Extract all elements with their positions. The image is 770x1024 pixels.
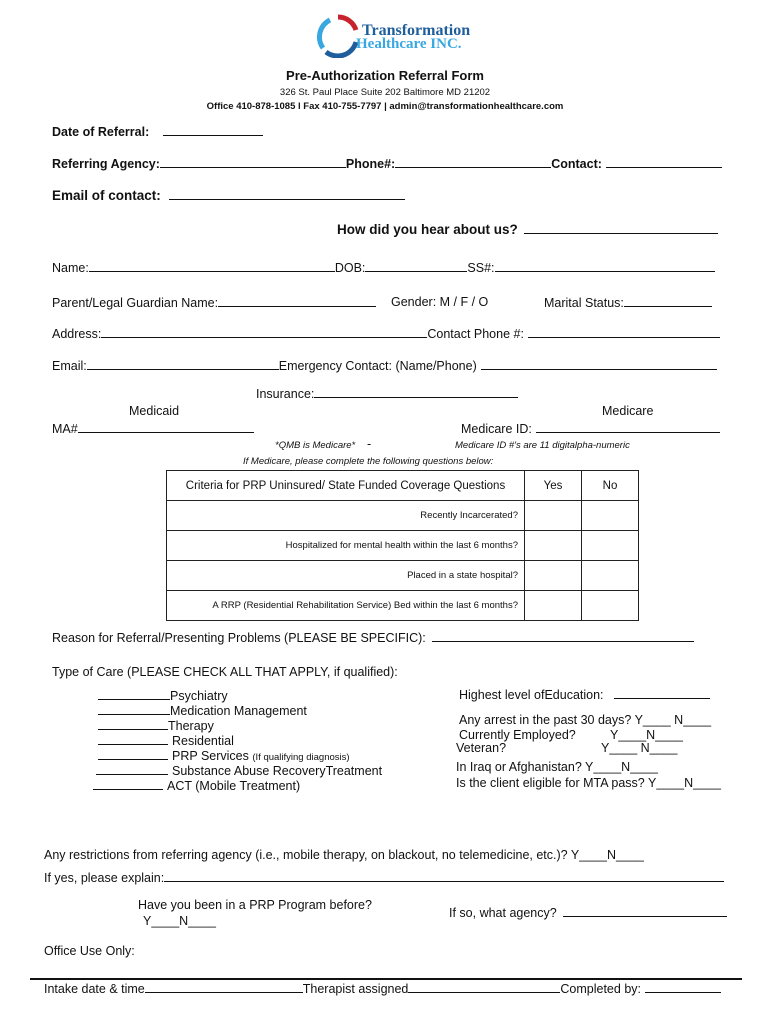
date-of-referral-label: Date of Referral: (52, 125, 150, 139)
how-hear-label: How did you hear about us? (337, 222, 518, 237)
veteran-question: Veteran? (456, 741, 507, 755)
no-cell[interactable] (582, 591, 639, 621)
table-row (167, 591, 639, 621)
table-row (167, 501, 639, 531)
veteran-yn[interactable]: Y____ N____ (601, 741, 678, 755)
how-hear-field[interactable] (524, 222, 718, 234)
care-act[interactable]: ACT (Mobile Treatment) (93, 778, 300, 793)
dob-field[interactable] (365, 260, 467, 272)
care-residential[interactable]: Residential (98, 733, 234, 748)
intake-label: Intake date & time (44, 982, 145, 996)
guardian-row (52, 295, 376, 310)
office-use-divider (30, 978, 742, 980)
dob-label: DOB: (334, 261, 366, 275)
referring-agency-row (52, 156, 722, 171)
dash: - (367, 437, 372, 451)
reason-field[interactable] (432, 630, 694, 642)
yes-cell[interactable] (525, 501, 582, 531)
logo-line2: Healthcare INC. (356, 36, 462, 52)
how-hear-row (337, 222, 718, 237)
phone-field[interactable] (395, 156, 551, 168)
email-of-contact-label: Email of contact: (52, 188, 161, 203)
insurance-row (256, 386, 518, 401)
insurance-label: Insurance: (256, 387, 315, 401)
address-label: Address: (52, 327, 102, 341)
ss-label: SS#: (467, 261, 495, 275)
therapist-field[interactable] (408, 981, 560, 993)
address-field[interactable] (101, 326, 427, 338)
criteria-question: A RRP (Residential Rehabilitation Service) Bed within the last 6 months? (167, 591, 525, 621)
criteria-header-row (167, 471, 639, 501)
yes-header: Yes (525, 471, 582, 501)
yes-cell[interactable] (525, 591, 582, 621)
no-cell[interactable] (582, 531, 639, 561)
ma-row (52, 421, 254, 436)
care-prp[interactable]: PRP Services (If qualifying diagnosis) (98, 748, 350, 763)
education-row (459, 687, 710, 702)
contact-field[interactable] (606, 156, 722, 168)
email-of-contact-row (52, 188, 405, 203)
medicare-id-field[interactable] (536, 421, 720, 433)
marital-label: Marital Status: (544, 296, 624, 310)
criteria-question: Placed in a state hospital? (167, 561, 525, 591)
guardian-label: Parent/Legal Guardian Name: (52, 296, 219, 310)
iraq-question[interactable]: In Iraq or Afghanistan? Y____N____ (456, 760, 659, 774)
criteria-question: Hospitalized for mental health within the last 6 months? (167, 531, 525, 561)
address-line: 326 St. Paul Place Suite 202 Baltimore MD 21202 (279, 87, 491, 98)
email-row (52, 358, 717, 373)
contact-line: Office 410-878-1085 l Fax 410-755-7797 | admin@transformationhealthcare.com (206, 101, 564, 112)
yes-cell[interactable] (525, 561, 582, 591)
marital-row (544, 295, 712, 310)
table-row (167, 561, 639, 591)
insurance-field[interactable] (314, 386, 518, 398)
address-row (52, 326, 720, 341)
referring-agency-label: Referring Agency: (52, 157, 160, 171)
education-field[interactable] (614, 687, 710, 699)
gender-label: Gender: M / F / O (391, 295, 489, 309)
logo-mark-icon (316, 14, 360, 58)
criteria-question: Recently Incarcerated? (167, 501, 525, 531)
ma-label: MA# (52, 422, 78, 436)
marital-field[interactable] (624, 295, 712, 307)
medicare-id-label: Medicare ID: (461, 422, 532, 436)
if-yes-label: If yes, please explain: (44, 871, 165, 885)
contact-label: Contact: (551, 157, 602, 171)
ma-field[interactable] (78, 421, 254, 433)
ss-field[interactable] (495, 260, 715, 272)
emergency-contact-label: Emergency Contact: (Name/Phone) (278, 359, 477, 373)
prp-before-yn[interactable]: Y____N____ (143, 914, 216, 928)
therapist-label: Therapist assigned (302, 982, 409, 996)
care-substance[interactable]: Substance Abuse RecoveryTreatment (96, 763, 382, 778)
logo (316, 14, 476, 60)
education-label: Highest level ofEducation: (459, 688, 604, 702)
logo-line1: Transformation (362, 22, 471, 39)
referring-agency-field[interactable] (160, 156, 346, 168)
guardian-field[interactable] (218, 295, 376, 307)
what-agency-label: If so, what agency? (449, 906, 557, 920)
phone-label: Phone#: (345, 157, 396, 171)
office-use-label: Office Use Only: (44, 944, 135, 958)
form-title: Pre-Authorization Referral Form (286, 68, 484, 83)
care-medication[interactable]: Medication Management (98, 703, 307, 718)
name-row (52, 260, 715, 275)
arrest-question[interactable]: Any arrest in the past 30 days? Y____ N____ (459, 713, 712, 727)
medicare-label: Medicare (602, 404, 654, 418)
medicaid-label: Medicaid (129, 404, 180, 418)
emergency-contact-field[interactable] (481, 358, 717, 370)
yes-cell[interactable] (525, 531, 582, 561)
type-of-care-label: Type of Care (PLEASE CHECK ALL THAT APPLY, if qualified): (52, 665, 398, 679)
intake-field[interactable] (145, 981, 303, 993)
email-of-contact-field[interactable] (169, 188, 405, 200)
reason-row (52, 630, 694, 645)
no-cell[interactable] (582, 501, 639, 531)
medicare-id-row (461, 421, 720, 436)
criteria-header: Criteria for PRP Uninsured/ State Funded Coverage Questions (167, 471, 525, 501)
date-of-referral-row (52, 124, 263, 139)
prp-before-question: Have you been in a PRP Program before? (138, 898, 372, 912)
email-field[interactable] (87, 358, 279, 370)
email-label: Email: (52, 359, 87, 373)
reason-label: Reason for Referral/Presenting Problems (PLEASE BE SPECIFIC): (52, 631, 426, 645)
date-of-referral-field[interactable] (163, 124, 263, 136)
criteria-table (166, 470, 639, 621)
medicare-note: Medicare ID #'s are 11 digitalpha-numeric (455, 440, 630, 451)
qmb-note: *QMB is Medicare* (275, 440, 356, 451)
medicare-questions-note: If Medicare, please complete the following questions below: (243, 456, 494, 467)
if-yes-field[interactable] (164, 870, 724, 882)
if-yes-row (44, 870, 724, 885)
contact-phone-field[interactable] (528, 326, 720, 338)
contact-phone-label: Contact Phone #: (427, 327, 524, 341)
employed-question: Currently Employed? (459, 728, 576, 742)
table-row (167, 531, 639, 561)
employed-yn[interactable]: Y____N____ (610, 728, 683, 742)
care-psychiatry[interactable]: Psychiatry (98, 688, 228, 703)
completed-by-label: Completed by: (560, 982, 641, 996)
no-cell[interactable] (582, 561, 639, 591)
what-agency-field[interactable] (563, 905, 727, 917)
intake-row (44, 981, 721, 996)
what-agency-row (449, 905, 727, 920)
name-field[interactable] (89, 260, 335, 272)
mta-question[interactable]: Is the client eligible for MTA pass? Y____N____ (456, 776, 721, 790)
care-therapy[interactable]: Therapy (98, 718, 214, 733)
completed-by-field[interactable] (645, 981, 721, 993)
no-header: No (582, 471, 639, 501)
name-label: Name: (52, 261, 89, 275)
restrictions-question[interactable]: Any restrictions from referring agency (i.e., mobile therapy, on blackout, no telemedicine, etc.)? Y____N____ (44, 848, 644, 862)
